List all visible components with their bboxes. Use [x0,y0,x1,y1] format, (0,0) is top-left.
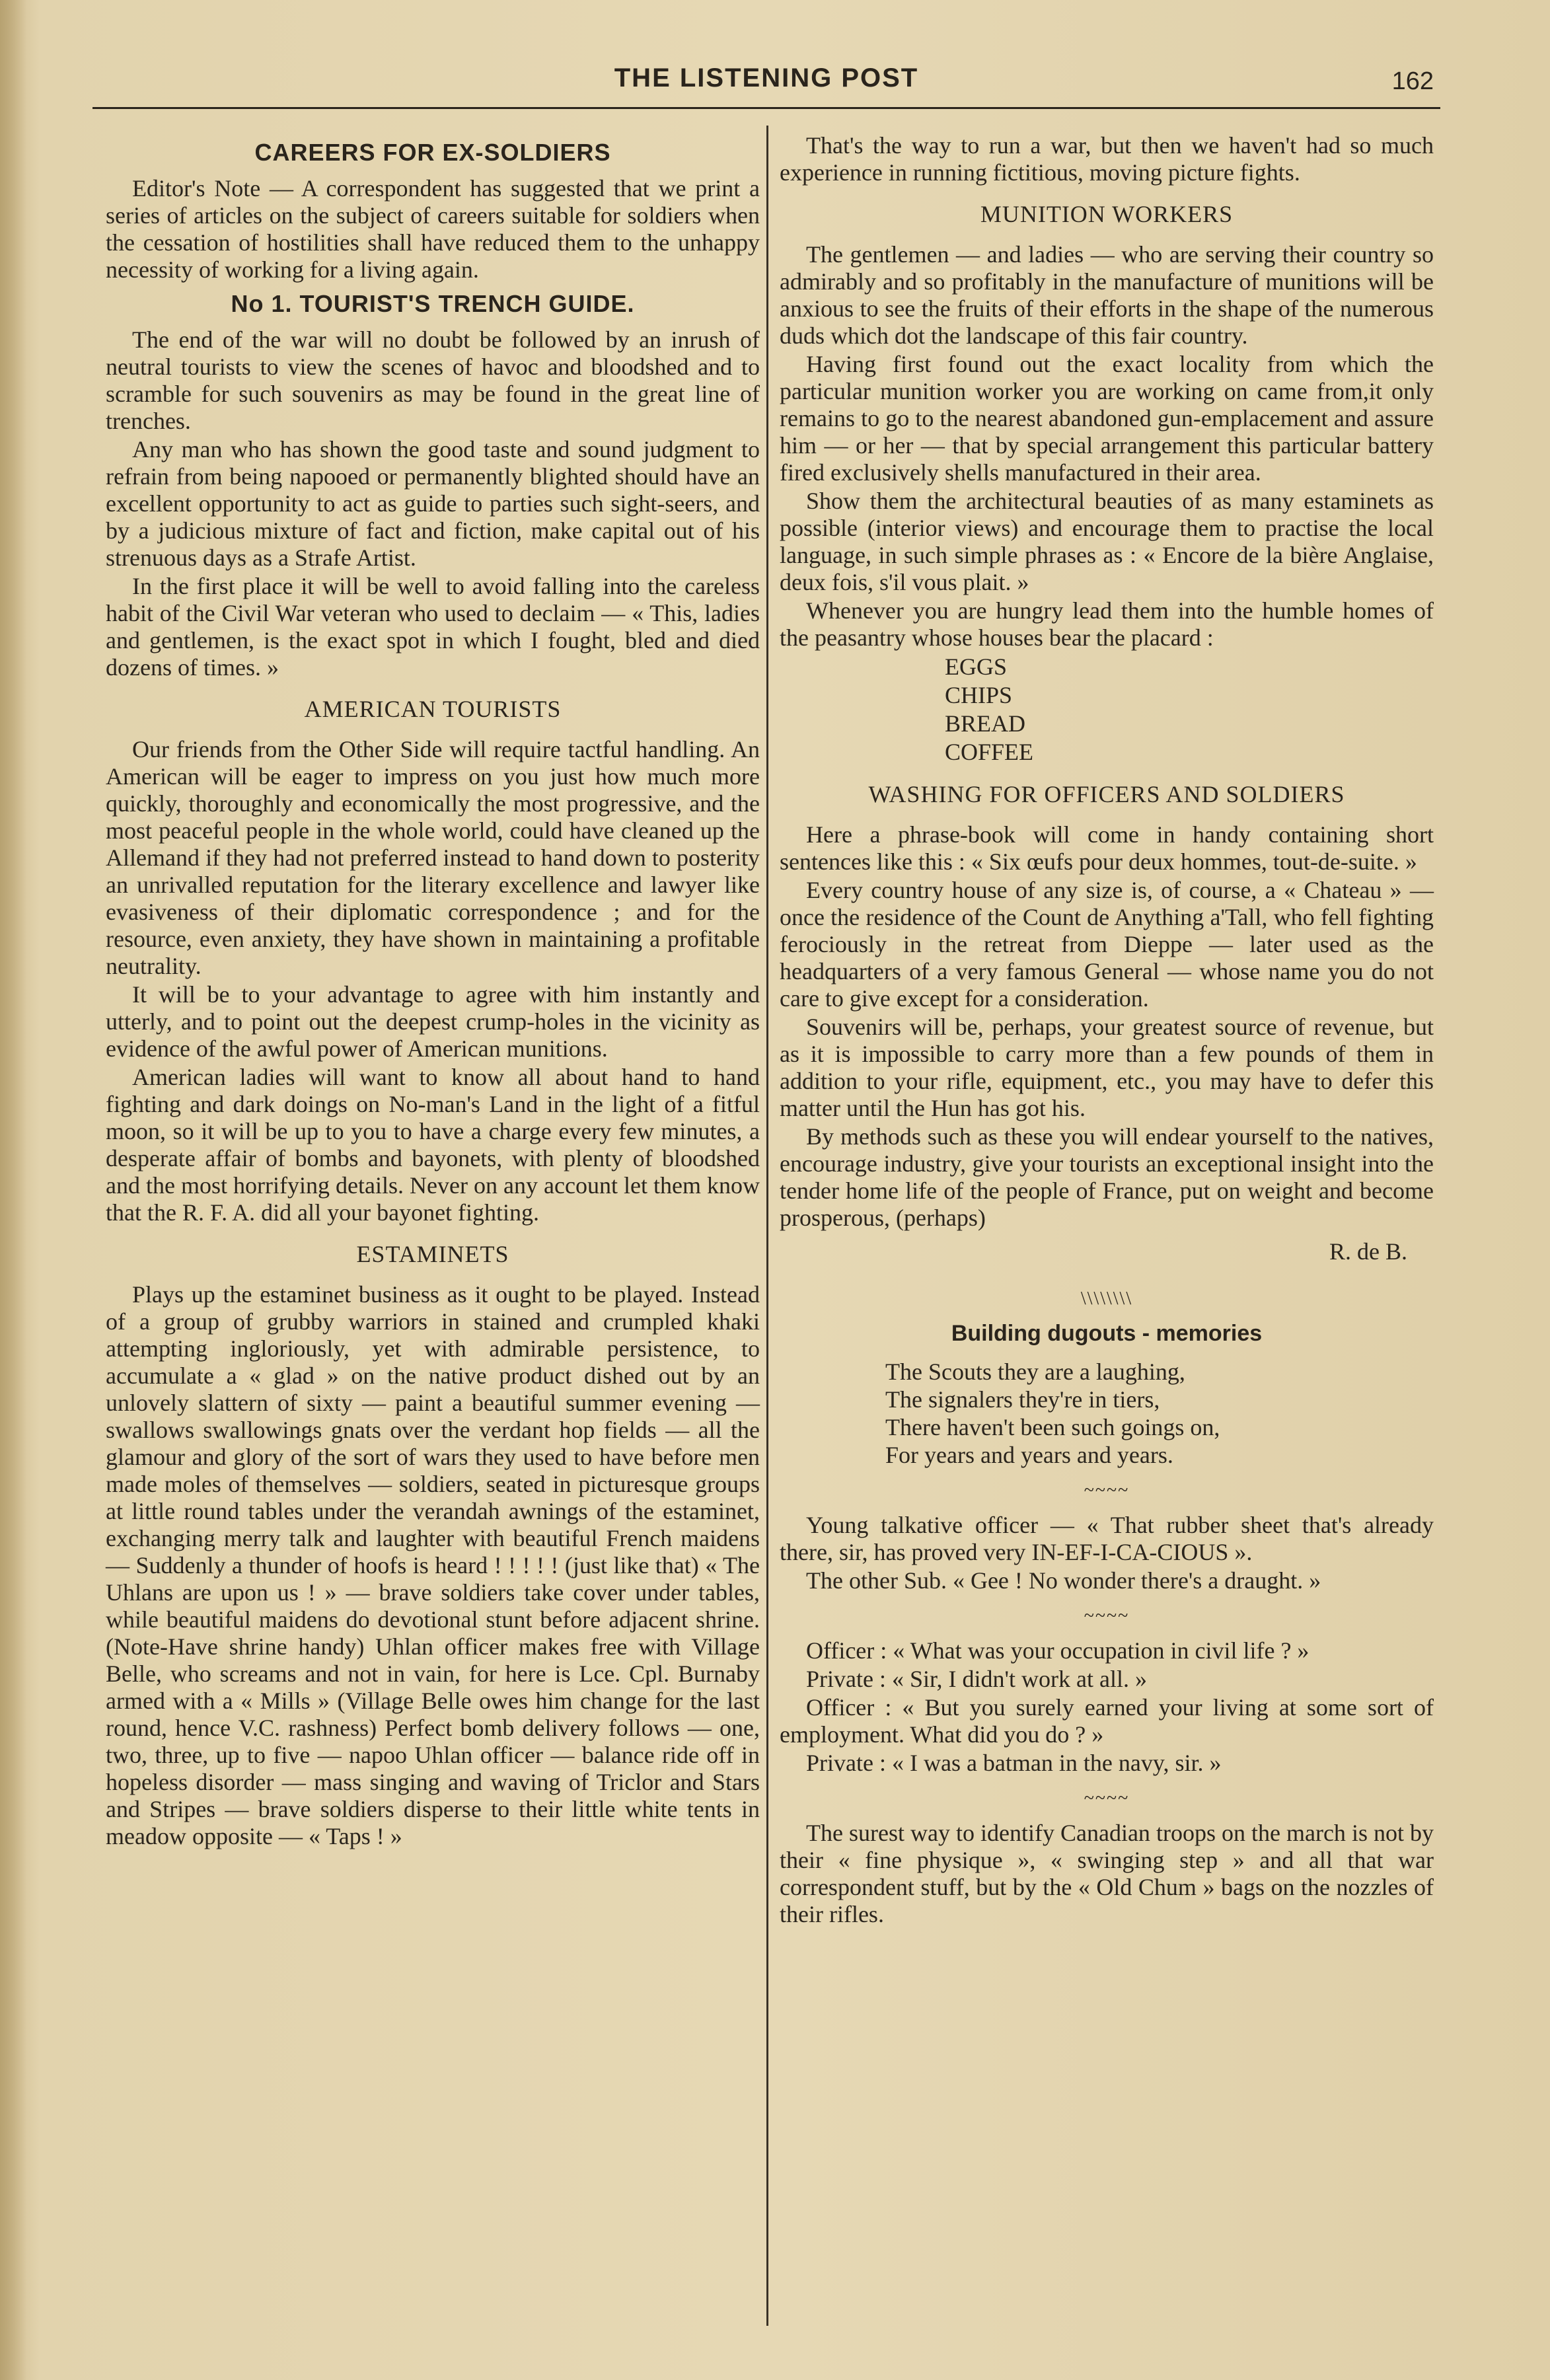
joke-line: Officer : « But you surely earned your living at some sort of employment. What did you do ? » [780,1694,1434,1748]
paragraph: Whenever you are hungry lead them into the humble homes of the peasantry whose houses bear the placard : [780,597,1434,651]
ornament-divider: ~~~~ [1084,1606,1130,1626]
section-heading-washing: WASHING FOR OFFICERS AND SOLDIERS [868,781,1345,807]
paragraph: Every country house of any size is, of course, a « Chateau » — once the residence of the Count de Anything a'Tall, who fell fighting ferociously in the retreat from Dieppe — later used as the headquarters of a very famous General — whose name you do not care to give except for a consideration. [780,877,1434,1012]
editors-note: Editor's Note — A correspondent has suggested that we print a series of articles on the subject of careers suitable for soldiers when the cessation of hostilities shall have reduced them to the unhappy necessity of working for a living again. [106,175,760,283]
poem-line: The signalers they're in tiers, [885,1386,1160,1413]
section-heading-tourist-guide: No 1. TOURIST'S TRENCH GUIDE. [231,290,635,317]
page-edge-stain [0,0,26,2380]
column-divider [766,126,768,2326]
paragraph: Show them the architectural beauties of as many estaminets as possible (interior views) and encourage them to practise the local language, in such simple phrases as : « Encore de la bière Anglaise, deux fois, s'il vous plait. » [780,488,1434,595]
paragraph: American ladies will want to know all about hand to hand fighting and dark doings on No-man's Land in the light of a fitful moon, so it will be up to you to have a charge every few minutes, a desperate affair of bombs and bayonets, with plenty of bloodshed and the most horrifying details. Never on any account let them know that the R. F. A. did all your bayonet fighting. [106,1064,760,1226]
publication-title: THE LISTENING POST [614,63,919,93]
author-signature: R. de B. [1329,1238,1407,1265]
joke-line: Officer : « What was your occupation in civil life ? » [806,1637,1310,1664]
section-heading-american-tourists: AMERICAN TOURISTS [304,696,562,722]
section-heading-estaminets: ESTAMINETS [356,1241,509,1267]
paragraph: Any man who has shown the good taste and sound judgment to refrain from being napooed or permanently blighted should have an excellent opportunity to act as guide to parties such sight-seers, and by a judicious mixture of fact and fiction, make capital out of his strenuous days as a Strafe Artist. [106,436,760,571]
paragraph: Plays up the estaminet business as it ought to be played. Instead of a group of grubby warriors in stained and crumpled khaki attempting ingloriously, yet with admirable persistence, to accumulate a « glad » on the native product dished out by an unlovely slattern of sixty — paint a beautiful summer evening — swallows swallowings gnats over the verdant hop fields — all the glamour and glory of the sort of wars they used to have before men made moles of themselves — soldiers, seated in picturesque groups at little round tables under the verandah awnings of the estaminet, exchanging merry talk and laughter with beautiful French maidens — Suddenly a thunder of hoofs is heard ! ! ! ! ! (just like that) « The Uhlans are upon us ! » — brave soldiers take cover under tables, while beautiful maidens do devotional stunt before adjacent shrine. (Note-Have shrine handy) Uhlan officer makes free with Village Belle, who screams and not in vain, for here is Lce. Cpl. Burnaby armed with a « Mills » (Village Belle owes him change for the last round, hence V.C. rashness) Perfect bomb delivery follows — one, two, three, up to five — napoo Uhlan officer — balance ride off in hopeless disorder — mass singing and waving of Triclor and Stars and Stripes — brave soldiers disperse to their little white tents in meadow opposite — « Taps ! » [106,1281,760,1849]
ornament-divider: \\\\\\\\ [1080,1288,1133,1309]
poem [885,1358,1434,1469]
paragraph: By methods such as these you will endear yourself to the natives, encourage industry, give your tourists an exceptional insight into the tender home life of the people of France, put on weight and become prosperous, (perhaps) [780,1123,1434,1231]
paragraph: The gentlemen — and ladies — who are serving their country so admirably and so profitably in the manufacture of munitions will be anxious to see the fruits of their efforts in the shape of the numerous duds which dot the landscape of this fair country. [780,241,1434,349]
section-heading-munition-workers: MUNITION WORKERS [980,201,1234,227]
ornament-divider: ~~~~ [1084,1480,1130,1501]
joke-line: Private : « I was a batman in the navy, sir. » [806,1750,1222,1776]
paragraph: Souvenirs will be, perhaps, your greatest source of revenue, but as it is impossible to carry more than a few pounds of them in addition to your rifle, equipment, etc., you may have to defer this matter until the Hun has got his. [780,1014,1434,1121]
paragraph: That's the way to run a war, but then we haven't had so much experience in running fictitious, moving picture fights. [780,132,1434,186]
poem-title: Building dugouts - memories [951,1321,1263,1346]
paragraph: Having first found out the exact locality from which the particular munition worker you are working on came from,it only remains to go to the nearest abandoned gun-emplacement and assure him — or her — that by special arrangement this particular battery fired exclusively shells manufactured in their area. [780,351,1434,486]
poem-line: There haven't been such goings on, [885,1414,1220,1440]
page-number: 162 [1391,67,1434,95]
paragraph: In the first place it will be well to avoid falling into the careless habit of the Civil War veteran who used to declaim — « This, ladies and gentlemen, is the exact spot in which I fought, bled and died dozens of times. » [106,573,760,681]
joke-paragraph: Young talkative officer — « That rubber sheet that's already there, sir, has proved very IN-EF-I-CA-CIOUS ». [780,1512,1434,1565]
joke-paragraph: The other Sub. « Gee ! No wonder there's a draught. » [806,1567,1321,1594]
joke-line: Private : « Sir, I didn't work at all. » [806,1666,1147,1692]
ornament-divider: ~~~~ [1084,1788,1130,1808]
paragraph: The end of the war will no doubt be followed by an inrush of neutral tourists to view the scenes of havoc and bloodshed and to scramble for such souvenirs as may be found in the great line of trenches. [106,326,760,434]
left-column [106,132,760,1851]
placard-item: BREAD [945,710,1026,737]
paragraph: Here a phrase-book will come in handy containing short sentences like this : « Six œufs pour deux hommes, tout-de-suite. » [780,821,1434,875]
paragraph: It will be to your advantage to agree with him instantly and utterly, and to point out the deepest crump-holes in the vicinity as evidence of the awful power of American munitions. [106,981,760,1062]
placard-item: EGGS [945,653,1008,680]
placard-item: COFFEE [945,739,1034,765]
placard-item: CHIPS [945,682,1013,708]
paragraph: Our friends from the Other Side will require tactful handling. An American will be eager to impress on you just how much more quickly, thoroughly and economically the most progressive, and the most peaceful people in the whole world, could have cleaned up the Allemand if they had not preferred instead to hand down to posterity an unrivalled reputation for the literary excellence and lawyer like evasiveness of their diplomatic correspondence ; and for the resource, even anxiety, they have shown in maintaining a profitable neutrality. [106,736,760,979]
right-column [780,132,1434,1929]
joke-paragraph: The surest way to identify Canadian troops on the march is not by their « fine physique », « swinging step » and all that war correspondent stuff, but by the « Old Chum » bags on the nozzles of their rifles. [780,1820,1434,1927]
placard-list [945,653,1434,766]
page-header [92,61,1440,109]
poem-line: For years and years and years. [885,1442,1173,1468]
article-heading: CAREERS FOR EX-SOLDIERS [254,139,611,166]
poem-line: The Scouts they are a laughing, [885,1358,1185,1385]
